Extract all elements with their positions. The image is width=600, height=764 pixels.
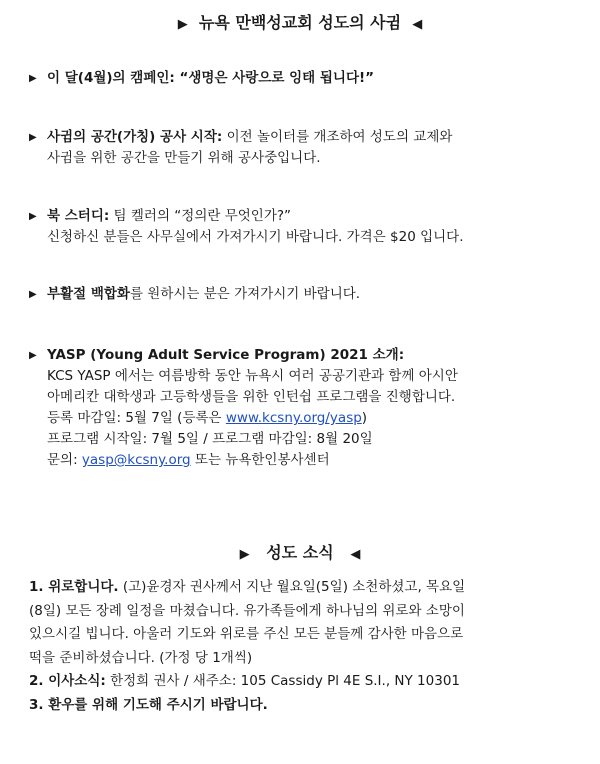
triangle-right-icon: ▶	[177, 17, 188, 32]
news-title-text: 성도 소식	[266, 543, 334, 562]
item-label: YASP (Young Adult Service Program) 2021 소개:	[47, 347, 405, 363]
item-text: 아메리칸 대학생과 고등학생들을 위한 인턴쉽 프로그램을 진행합니다.	[47, 389, 456, 405]
item-text: KCS YASP 에서는 여름방학 동안 뉴욕시 여러 공공기관과 함께 아시안	[47, 368, 458, 384]
text-segment: 문의:	[47, 452, 82, 468]
yasp-email-link[interactable]: yasp@kcsny.org	[81, 452, 191, 468]
item-text: 팀 켈러의 “정의란 무엇인가?”	[109, 208, 292, 224]
bullet-icon: ▶	[29, 350, 37, 361]
list-item	[29, 127, 594, 169]
news-text: 떡을 준비하셨습니다. (가정 당 1개씩)	[29, 649, 253, 666]
item-text: 사귐을 위한 공간을 만들기 위해 공사중입니다.	[47, 150, 321, 166]
list-item	[29, 345, 594, 471]
item-text: 프로그램 시작일: 7월 5일 / 프로그램 마감일: 8월 20일	[47, 431, 373, 447]
news-text: 한정희 권사 / 새주소: 105 Cassidy Pl 4E S.I., NY 10301	[105, 673, 460, 689]
news-label: 3. 환우를 위해 기도해 주시기 바랍니다.	[29, 696, 268, 713]
news-label: 2. 이사소식:	[29, 673, 106, 689]
list-item	[29, 68, 594, 89]
item-label: 이 달(4월)의 캠페인: “생명은 사랑으로 잉태 됩니다!”	[47, 70, 375, 86]
news-title	[0, 540, 600, 563]
item-label: 사귐의 공간(가칭) 공사 시작:	[47, 129, 223, 145]
text-segment: 등록 마감일: 5월 7일 (등록은	[47, 410, 226, 426]
news-list	[29, 576, 594, 717]
bullet-icon: ▶	[29, 73, 37, 84]
item-text: 를 원하시는 분은 가져가시기 바랍니다.	[129, 286, 361, 302]
list-item	[29, 284, 594, 305]
triangle-left-icon: ◀	[412, 17, 423, 32]
item-label: 북 스터디:	[47, 208, 110, 224]
page-title	[0, 10, 600, 33]
text-segment: )	[361, 410, 368, 426]
news-item	[29, 694, 594, 718]
title-text: 뉴욕 만백성교회 성도의 사귐	[198, 13, 402, 32]
news-text: 있으시길 빕니다. 아울러 기도와 위로를 주신 모든 분들께 감사한 마음으로	[29, 626, 464, 642]
list-item	[29, 206, 594, 248]
triangle-right-icon: ▶	[239, 547, 250, 562]
bullet-icon: ▶	[29, 289, 37, 300]
news-item	[29, 670, 594, 694]
item-text: 신청하신 분들은 사무실에서 가져가시기 바랍니다. 가격은 $20 입니다.	[47, 229, 464, 245]
news-text: (고)윤경자 권사께서 지난 월요일(5일) 소천하셨고, 목요일	[118, 579, 466, 595]
item-text	[29, 408, 594, 429]
item-text: 이전 놀이터를 개조하여 성도의 교제와	[222, 129, 453, 145]
news-text: (8일) 모든 장례 일정을 마쳤습니다. 유가족들에게 하나님의 위로와 소망이	[29, 602, 465, 619]
news-label: 1. 위로합니다.	[29, 579, 119, 595]
triangle-left-icon: ◀	[350, 547, 361, 562]
item-label: 부활절 백합화	[47, 286, 130, 302]
yasp-link[interactable]: www.kcsny.org/yasp	[225, 410, 362, 426]
bullet-icon: ▶	[29, 211, 37, 222]
text-segment: 또는 뉴욕한인봉사센터	[190, 452, 330, 468]
news-item	[29, 576, 594, 600]
item-text	[29, 450, 594, 471]
bullet-icon: ▶	[29, 132, 37, 143]
